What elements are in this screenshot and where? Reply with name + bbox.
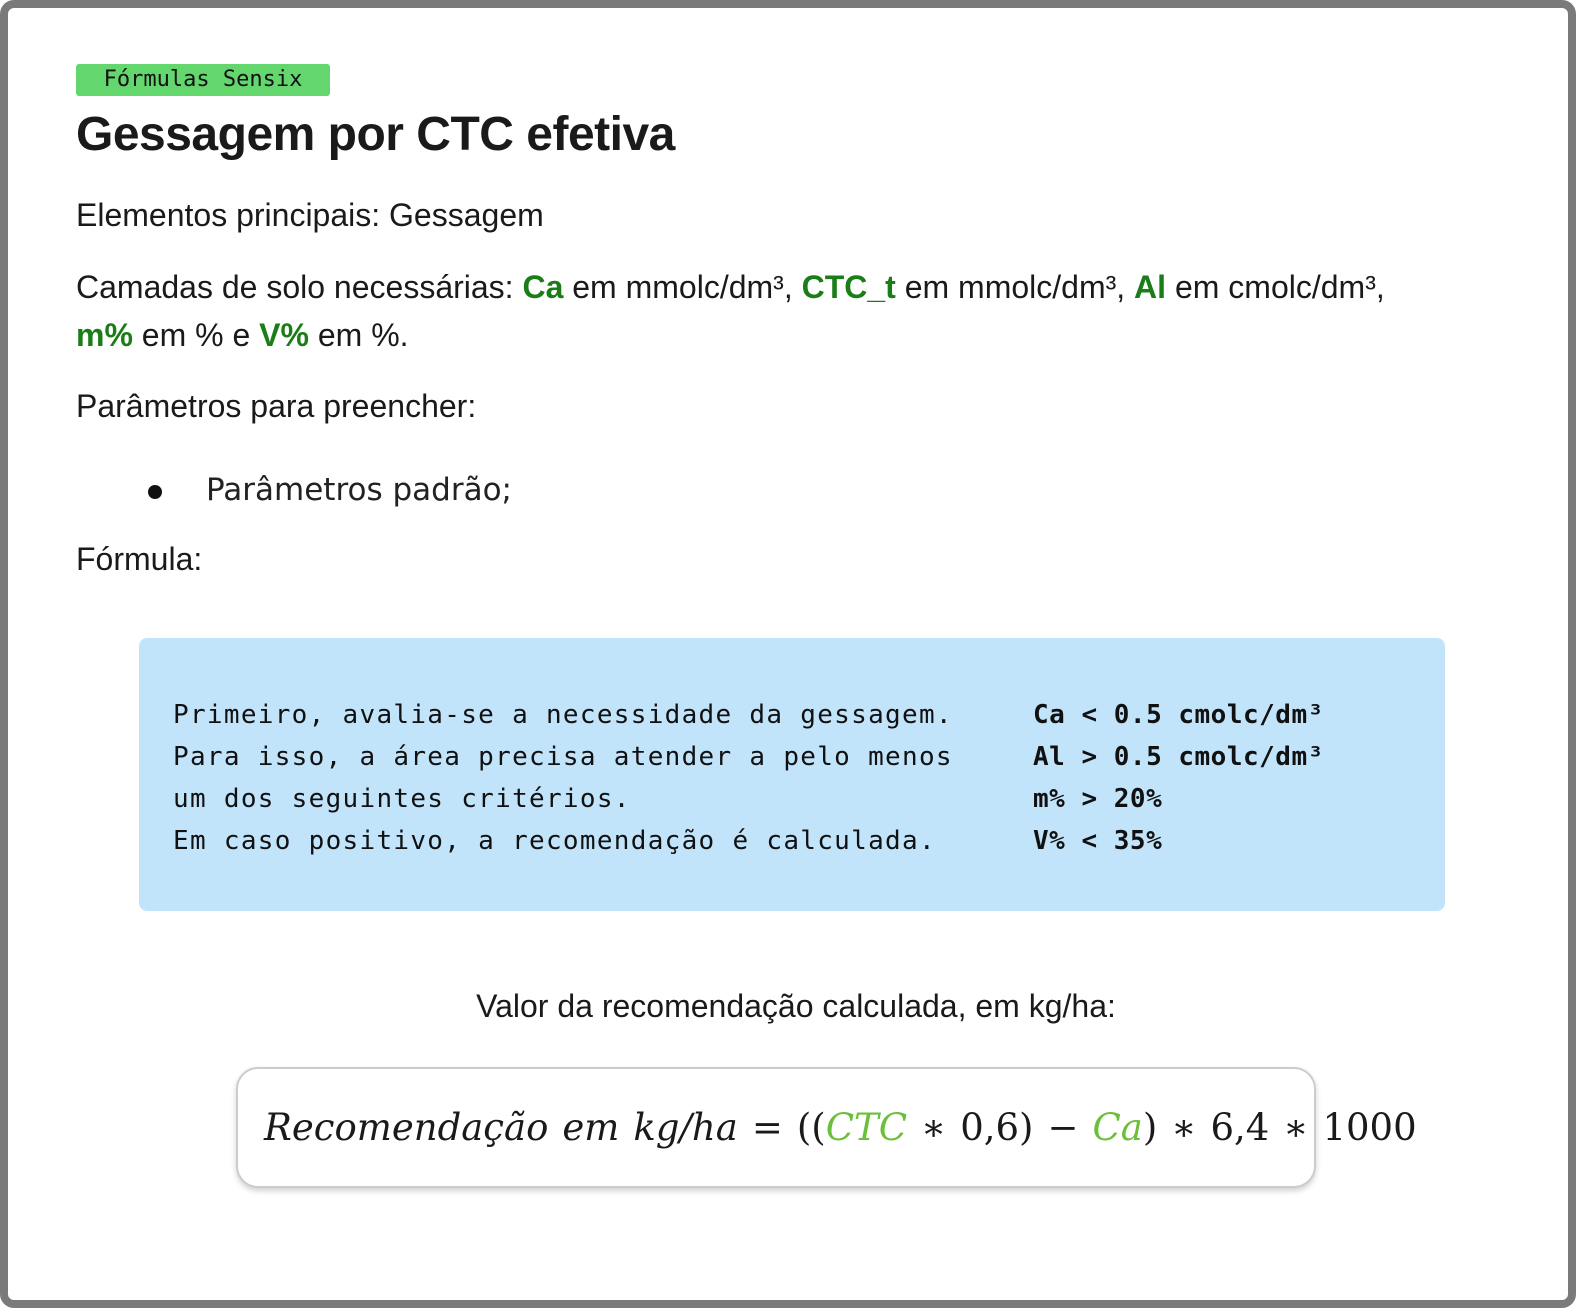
formula-multiply: ∗ (1283, 1106, 1309, 1149)
formula-multiply: ∗ (1171, 1106, 1197, 1149)
formula-multiply: ∗ (921, 1106, 947, 1149)
formula-lhs-term: Recomendação (264, 1106, 549, 1149)
formula-factor: 0,6) (960, 1106, 1034, 1149)
criteria-text-line: Primeiro, avalia-se a necessidade da gessagem. (173, 700, 953, 730)
layer-separator: , (783, 269, 793, 305)
layer-name: V% (259, 317, 309, 353)
criteria-condition: V% < 35% (1033, 826, 1163, 856)
main-elements-value: Gessagem (389, 197, 544, 233)
formula-open-paren: (( (796, 1106, 826, 1149)
criteria-text-line: um dos seguintes critérios. (173, 784, 631, 814)
formula-lhs-unit: kg/ha (633, 1106, 738, 1149)
parameters-list-item: Parâmetros padrão; (206, 472, 513, 508)
layer-unit: em % (141, 317, 224, 353)
formula-var-ca: Ca (1092, 1106, 1143, 1149)
layer-name: Al (1134, 269, 1167, 305)
formula-lhs-term: em (562, 1106, 620, 1149)
criteria-text-line: Para isso, a área precisa atender a pelo menos (173, 742, 953, 772)
formula-factor: 1000 (1322, 1106, 1417, 1149)
layer-name: m% (76, 317, 133, 353)
layer-separator: , (1375, 269, 1385, 305)
layer-unit: em mmolc/dm³ (572, 269, 784, 305)
page-title: Gessagem por CTC efetiva (76, 108, 675, 161)
soil-layers-label: Camadas de solo necessárias: (76, 269, 514, 305)
layer-separator: , (1116, 269, 1126, 305)
layer-separator: e (223, 317, 251, 353)
result-caption: Valor da recomendação calculada, em kg/ha: (476, 988, 1116, 1024)
criteria-condition: Al > 0.5 cmolc/dm³ (1033, 742, 1324, 772)
formula-box (236, 1067, 1417, 1188)
soil-layers-paragraph (76, 263, 1476, 359)
main-elements-label: Elementos principais: (76, 197, 381, 233)
formula-factor: 6,4 (1210, 1106, 1270, 1149)
criteria-conditions (1033, 694, 1324, 862)
formula-close-paren: ) (1142, 1106, 1158, 1149)
layer-name: Ca (522, 269, 564, 305)
criteria-condition: Ca < 0.5 cmolc/dm³ (1033, 700, 1324, 730)
layer-unit: em mmolc/dm³ (904, 269, 1117, 305)
formula-equals: = (751, 1106, 783, 1149)
criteria-text (173, 694, 953, 862)
main-elements-line (76, 191, 544, 239)
criteria-condition: m% > 20% (1033, 784, 1163, 814)
parameters-label: Parâmetros para preencher: (76, 388, 477, 424)
layer-name: CTC_t (801, 269, 896, 305)
category-badge: Fórmulas Sensix (76, 64, 330, 96)
formula-label: Fórmula: (76, 541, 203, 577)
layer-separator: . (399, 317, 409, 353)
criteria-text-line: Em caso positivo, a recomendação é calculada. (173, 826, 936, 856)
formula-minus: − (1047, 1106, 1079, 1149)
layer-unit: em % (317, 317, 400, 353)
bullet-icon (148, 485, 162, 499)
formula-var-ctc: CTC (825, 1106, 908, 1149)
layer-unit: em cmolc/dm³ (1174, 269, 1376, 305)
recommendation-formula (264, 1069, 1417, 1186)
